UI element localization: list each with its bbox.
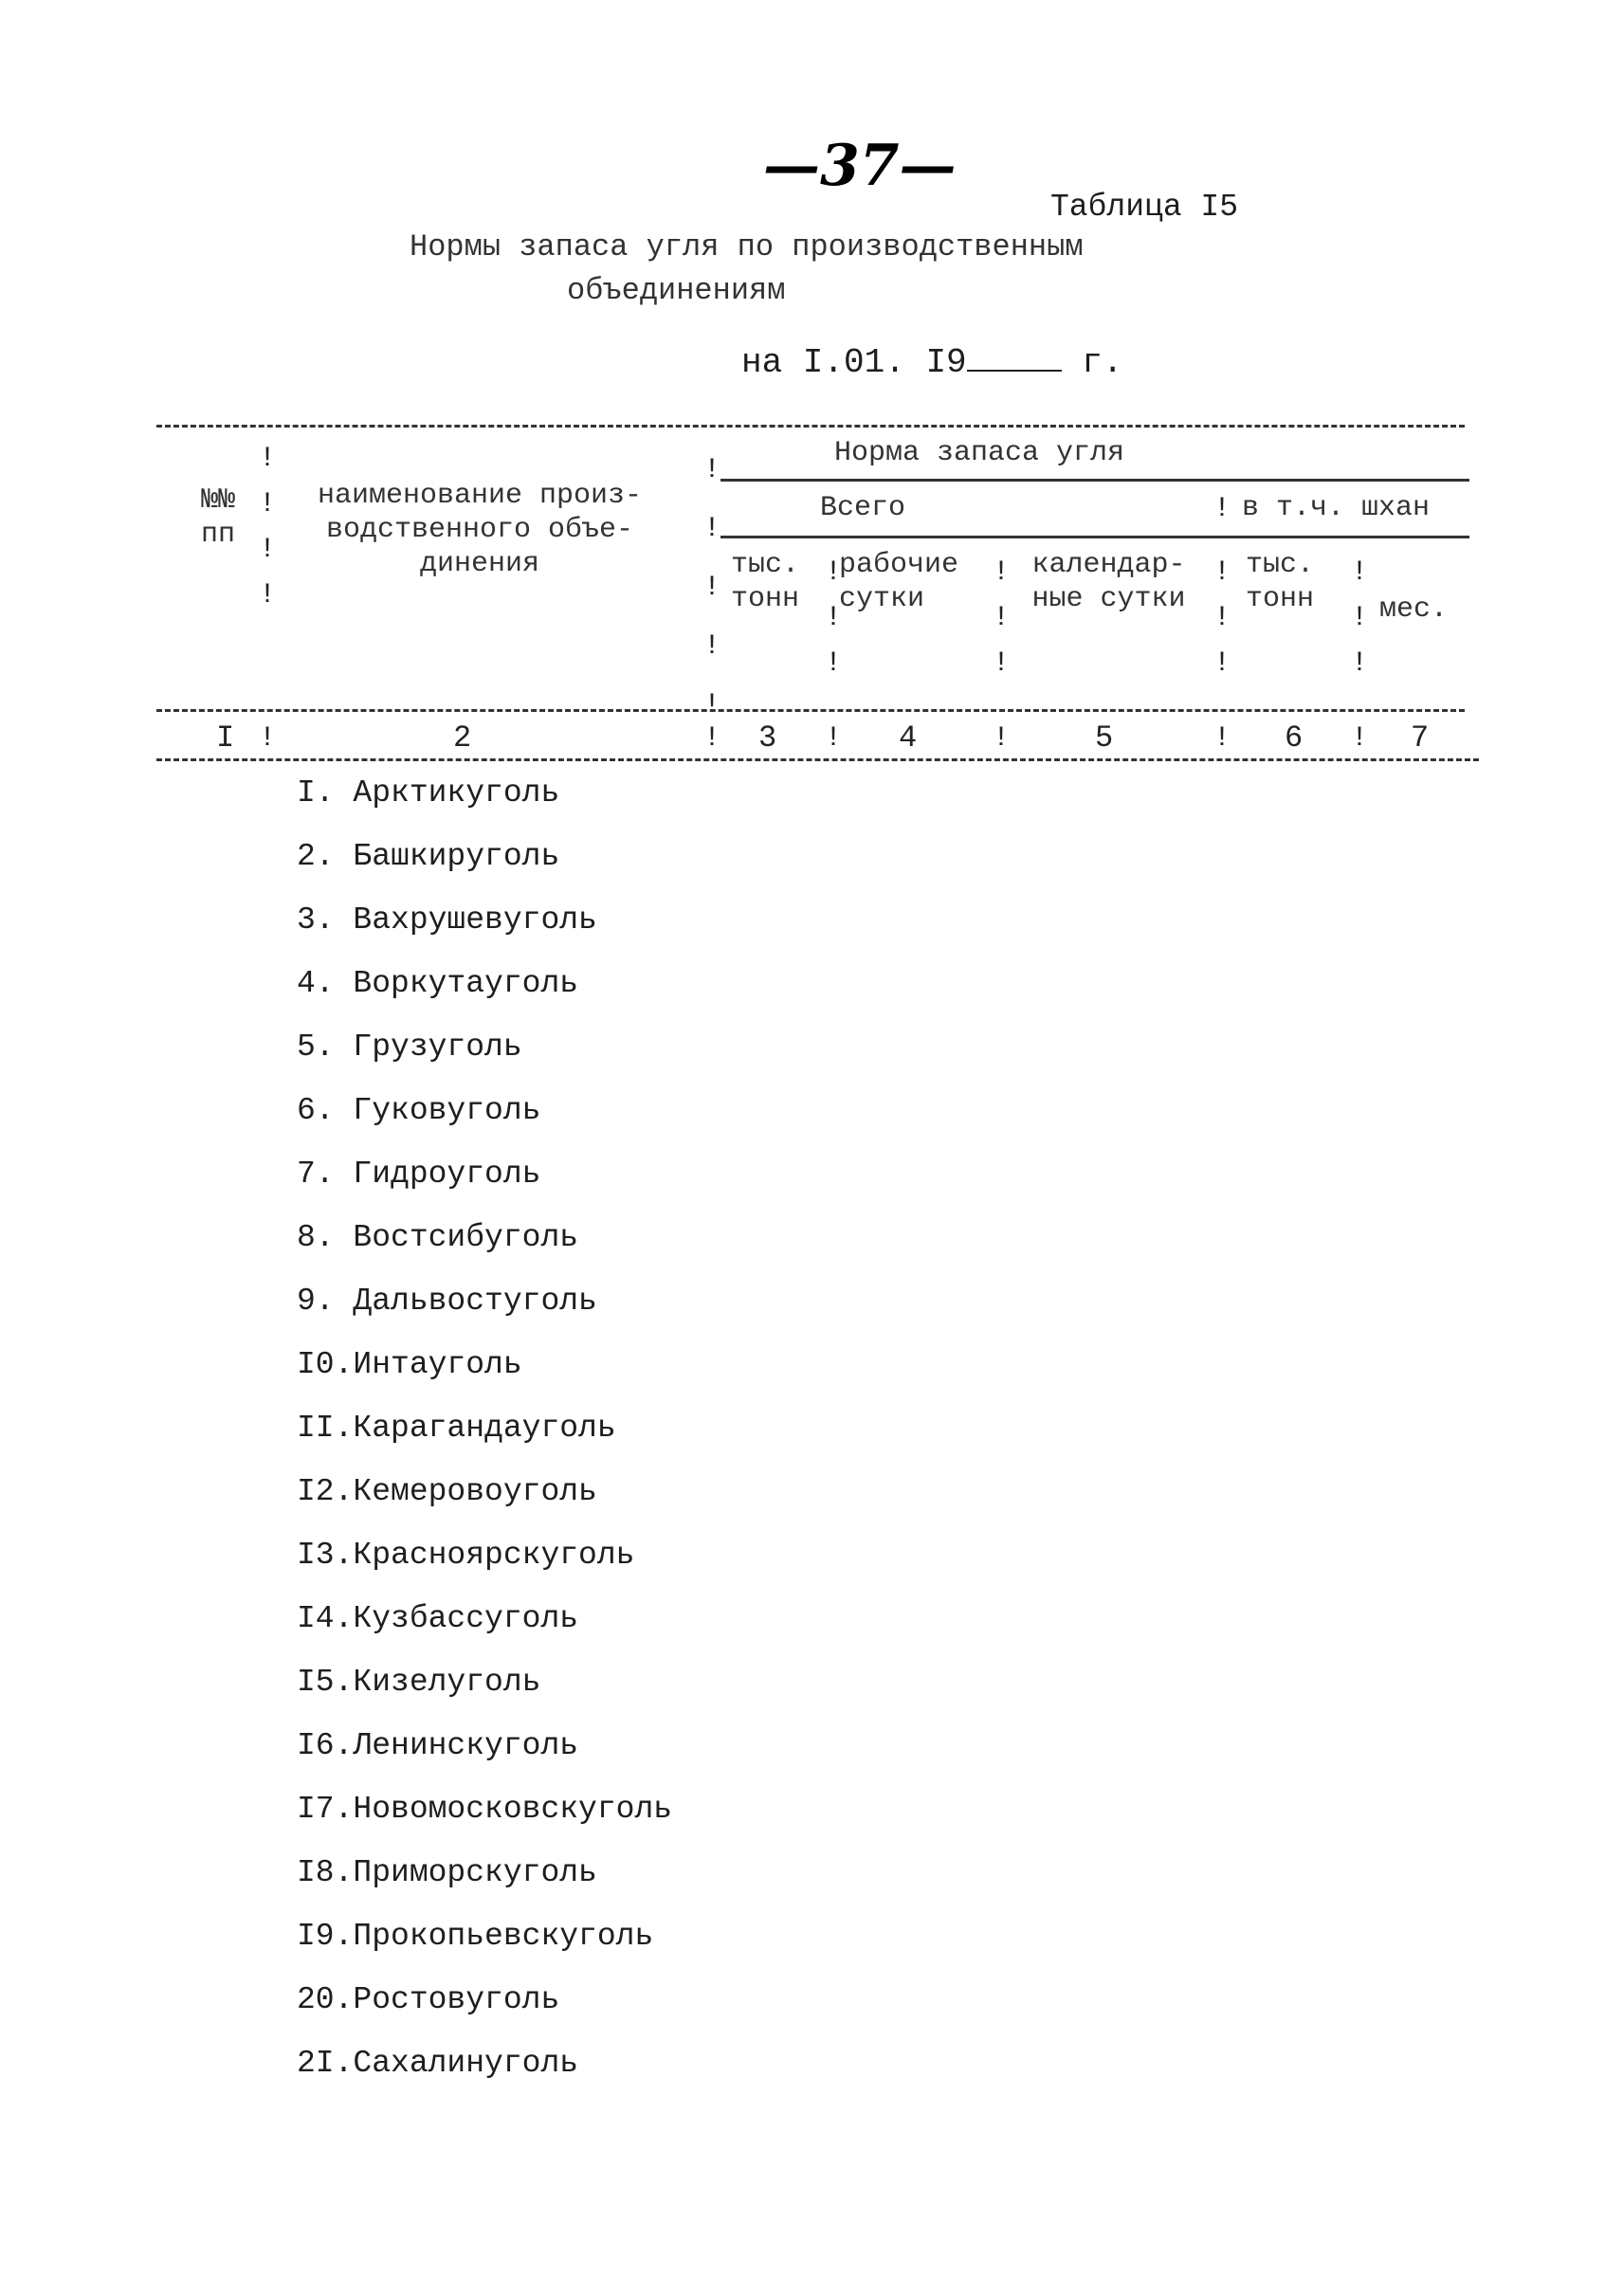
list-item: 3. Вахрушевуголь (297, 902, 597, 938)
col5-heading-line: ные сутки (1031, 583, 1186, 615)
col-separator: ! ! ! ! (259, 443, 277, 611)
subgroup-rule (720, 536, 1469, 538)
col5-heading-line: календар- (1031, 549, 1186, 581)
date-line (741, 343, 1122, 382)
bottom-rule (156, 758, 1479, 761)
col4-heading (839, 548, 958, 616)
col-separator: ! ! ! (1351, 556, 1369, 680)
column-number: 6 (1285, 720, 1304, 756)
col6-heading-line: тонн (1245, 583, 1314, 615)
list-item: 20.Ростовуголь (297, 1982, 560, 2017)
list-item: 2. Башкируголь (297, 839, 560, 874)
col4-heading-line: сутки (839, 583, 925, 615)
table-title-line-2: объединениям (567, 273, 786, 308)
col-separator: ! (1351, 722, 1369, 755)
col4-heading-line: рабочие (839, 549, 959, 581)
column-number: 7 (1411, 720, 1430, 756)
group-rule (720, 479, 1469, 482)
col5-heading (1007, 548, 1211, 616)
col-separator: ! (703, 722, 721, 755)
list-item: 8. Востсибуголь (297, 1220, 579, 1255)
col3-heading (722, 548, 808, 616)
col-separator: ! ! ! (993, 556, 1011, 680)
list-item: I7.Новомосковскуголь (297, 1792, 673, 1827)
col1-heading-line: пп (201, 519, 236, 551)
table-title-line-1: Нормы запаса угля по производственным (410, 229, 1084, 264)
col2-heading-line: водственного объе- (325, 514, 634, 546)
top-rule (156, 425, 1465, 428)
list-item: 2I.Сахалинуголь (297, 2046, 579, 2081)
column-number: I (216, 720, 235, 756)
list-item: I. Арктикуголь (297, 775, 560, 811)
col-separator: ! (1213, 722, 1231, 755)
group-heading: Норма запаса угля (834, 437, 1125, 469)
col-separator: ! ! ! ! ! (703, 454, 721, 721)
col2-heading-line: динения (419, 548, 540, 580)
col6-heading-line: тыс. (1245, 549, 1314, 581)
col-separator: ! (993, 722, 1011, 755)
list-item: 5. Грузуголь (297, 1030, 522, 1065)
column-number: 4 (899, 720, 918, 756)
list-item: 6. Гуковуголь (297, 1093, 541, 1128)
column-number: 2 (453, 720, 472, 756)
col-separator: ! (825, 722, 843, 755)
col7-heading: мес. (1379, 593, 1449, 626)
list-item: I8.Приморскуголь (297, 1855, 597, 1890)
subgroup-total-heading: Всего (820, 492, 906, 524)
list-item: I9.Прокопьевскуголь (297, 1919, 654, 1954)
col-separator: ! ! ! (825, 556, 843, 680)
col6-heading (1232, 548, 1327, 616)
list-item: I5.Кизелуголь (297, 1665, 541, 1700)
col1-heading-line: №№ (201, 484, 236, 517)
col3-heading-line: тонн (730, 583, 799, 615)
table-number: Таблица I5 (1050, 190, 1239, 225)
col1-heading (201, 483, 235, 552)
col2-heading-line: наименование произ- (317, 480, 643, 512)
date-year-blank (967, 345, 1062, 372)
page-number: —37— (763, 133, 957, 199)
col3-heading-line: тыс. (730, 549, 799, 581)
col-separator: ! ! ! (1213, 556, 1231, 680)
list-item: I3.Красноярскуголь (297, 1538, 635, 1573)
subgroup-incl-heading: в т.ч. шхан (1242, 492, 1431, 524)
list-item: I2.Кемеровоуголь (297, 1474, 597, 1509)
list-item: 7. Гидроуголь (297, 1157, 541, 1192)
date-suffix: г. (1082, 343, 1123, 382)
col-separator: ! (1213, 493, 1231, 525)
list-item: I4.Кузбассуголь (297, 1601, 579, 1636)
date-prefix: на I.01. (741, 343, 905, 382)
mid-rule (156, 709, 1465, 712)
column-number: 5 (1095, 720, 1114, 756)
list-item: 4. Воркутауголь (297, 966, 579, 1001)
list-item: I6.Ленинскуголь (297, 1728, 579, 1763)
list-item: I0.Интауголь (297, 1347, 522, 1382)
col-separator: ! (259, 722, 277, 755)
list-item: II.Карагандауголь (297, 1411, 616, 1446)
list-item: 9. Дальвостуголь (297, 1284, 597, 1319)
date-year-prefix: I9 (925, 343, 967, 382)
col2-heading (290, 479, 669, 581)
column-number: 3 (758, 720, 777, 756)
